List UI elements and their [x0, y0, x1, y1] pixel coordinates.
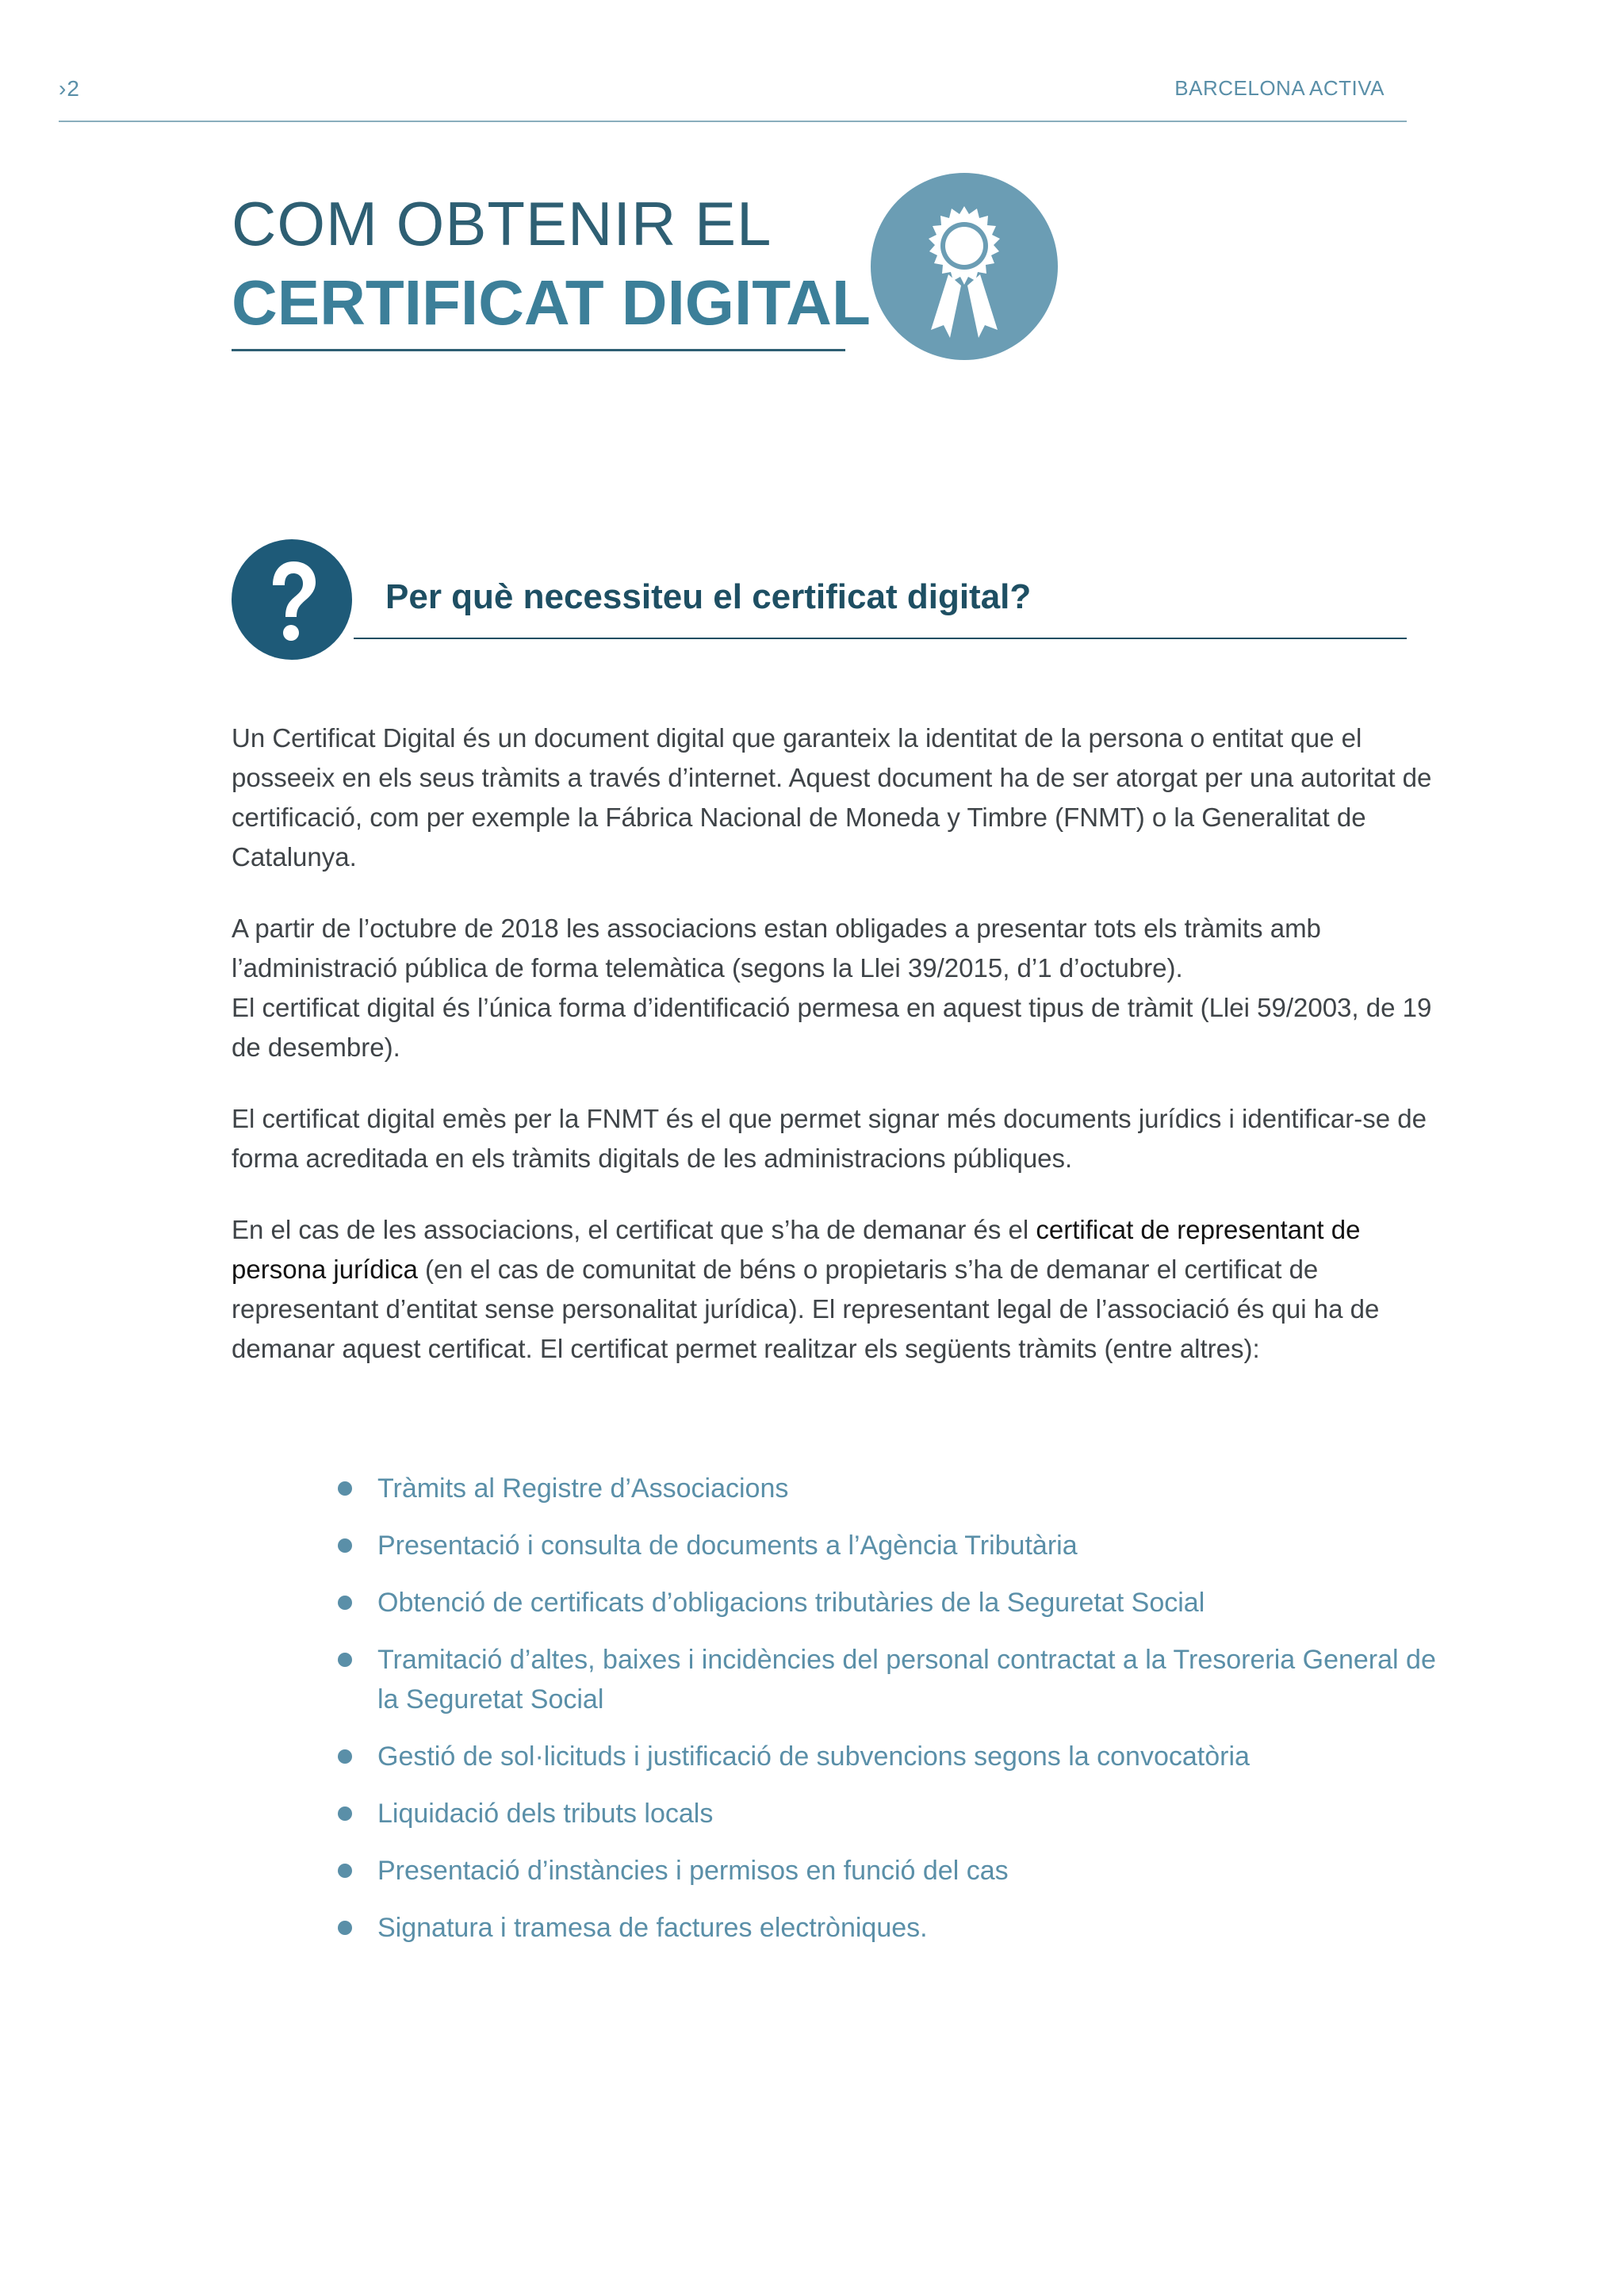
page-number: ›2: [59, 76, 80, 101]
paragraph-4: [232, 1210, 1453, 1369]
list-item-text: Gestió de sol·licituds i justificació de subvencions segons la convocatòria: [377, 1741, 1250, 1772]
page-title: [232, 184, 871, 343]
bullet-dot-icon: [338, 1806, 352, 1821]
award-ribbon-icon: [871, 173, 1058, 360]
list-item: [333, 1737, 1443, 1776]
list-item: [333, 1469, 1443, 1508]
page-title-line2: CERTIFICAT DIGITAL: [232, 267, 871, 338]
paragraph-3: El certificat digital emès per la FNMT és el que permet signar més documents jurídics i identificar-se de forma acreditada en els tràmits digitals de les administracions públiques.: [232, 1104, 1427, 1173]
bullet-dot-icon: [338, 1538, 352, 1553]
paragraph-4-highlight: certificat de representant de persona jurídica: [232, 1215, 1361, 1284]
section-heading: Per què necessiteu el certificat digital?: [385, 577, 1032, 616]
list-item: [333, 1908, 1443, 1948]
list-item-text: Presentació d’instàncies i permisos en funció del cas: [377, 1856, 1009, 1886]
list-item: [333, 1851, 1443, 1891]
paragraph-2-part-b: El certificat digital és l’única forma d’identificació permesa en aquest tipus de tràmit (Llei 59/2003, de 19 de desembre).: [232, 993, 1432, 1062]
bullet-dot-icon: [338, 1864, 352, 1878]
bullet-dot-icon: [338, 1749, 352, 1764]
list-item: [333, 1583, 1443, 1623]
bullet-dot-icon: [338, 1921, 352, 1935]
list-item-text: Liquidació dels tributs locals: [377, 1799, 714, 1829]
list-item-text: Presentació i consulta de documents a l’Agència Tributària: [377, 1531, 1078, 1561]
header-divider: [59, 121, 1407, 122]
list-item: [333, 1794, 1443, 1833]
paragraph-2-part-a: A partir de l’octubre de 2018 les associacions estan obligades a presentar tots els tràmits amb l’administració pública de forma telemàtica (segons la Llei 39/2015, d’1 d’octubre).: [232, 914, 1321, 983]
paragraph-4-intro: En el cas de les associacions, el certificat que s’ha de demanar és el: [232, 1215, 1036, 1244]
page-title-line1: COM OBTENIR EL: [232, 189, 772, 259]
list-item: [333, 1640, 1443, 1719]
brand-name: BARCELONA ACTIVA: [1174, 76, 1385, 100]
list-item-text: Tramitació d’altes, baixes i incidències del personal contractat a la Tresoreria General de la Seguretat Social: [377, 1645, 1436, 1715]
body-text: [232, 718, 1453, 1400]
list-item-text: Signatura i tramesa de factures electròniques.: [377, 1913, 928, 1943]
title-underline: [232, 349, 845, 351]
paragraph-2: [232, 909, 1453, 1067]
list-item-text: Tràmits al Registre d’Associacions: [377, 1473, 789, 1504]
list-item: [333, 1526, 1443, 1565]
paragraph-1: Un Certificat Digital és un document digital que garanteix la identitat de la persona o entitat que el posseeix en els seus tràmits a través d’internet. Aquest document ha de ser atorgat per una autoritat de certificació, com per exemple la Fábrica Nacional de Moneda y Timbre (FNMT) o la Generalitat de Catalunya.: [232, 723, 1432, 872]
question-mark-icon: [232, 539, 352, 660]
list-item-text: Obtenció de certificats d’obligacions tributàries de la Seguretat Social: [377, 1588, 1205, 1618]
bullet-dot-icon: [338, 1481, 352, 1496]
bullet-dot-icon: [338, 1653, 352, 1667]
procedures-list: [333, 1469, 1443, 1965]
paragraph-4-rest: (en el cas de comunitat de béns o propietaris s’ha de demanar el certificat de representant d’entitat sense personalitat jurídica). El representant legal de l’associació és qui ha de demanar aquest certificat. El certificat permet realitzar els següents tràmits (entre altres):: [232, 1255, 1380, 1363]
bullet-dot-icon: [338, 1596, 352, 1610]
section-divider: [354, 638, 1407, 639]
